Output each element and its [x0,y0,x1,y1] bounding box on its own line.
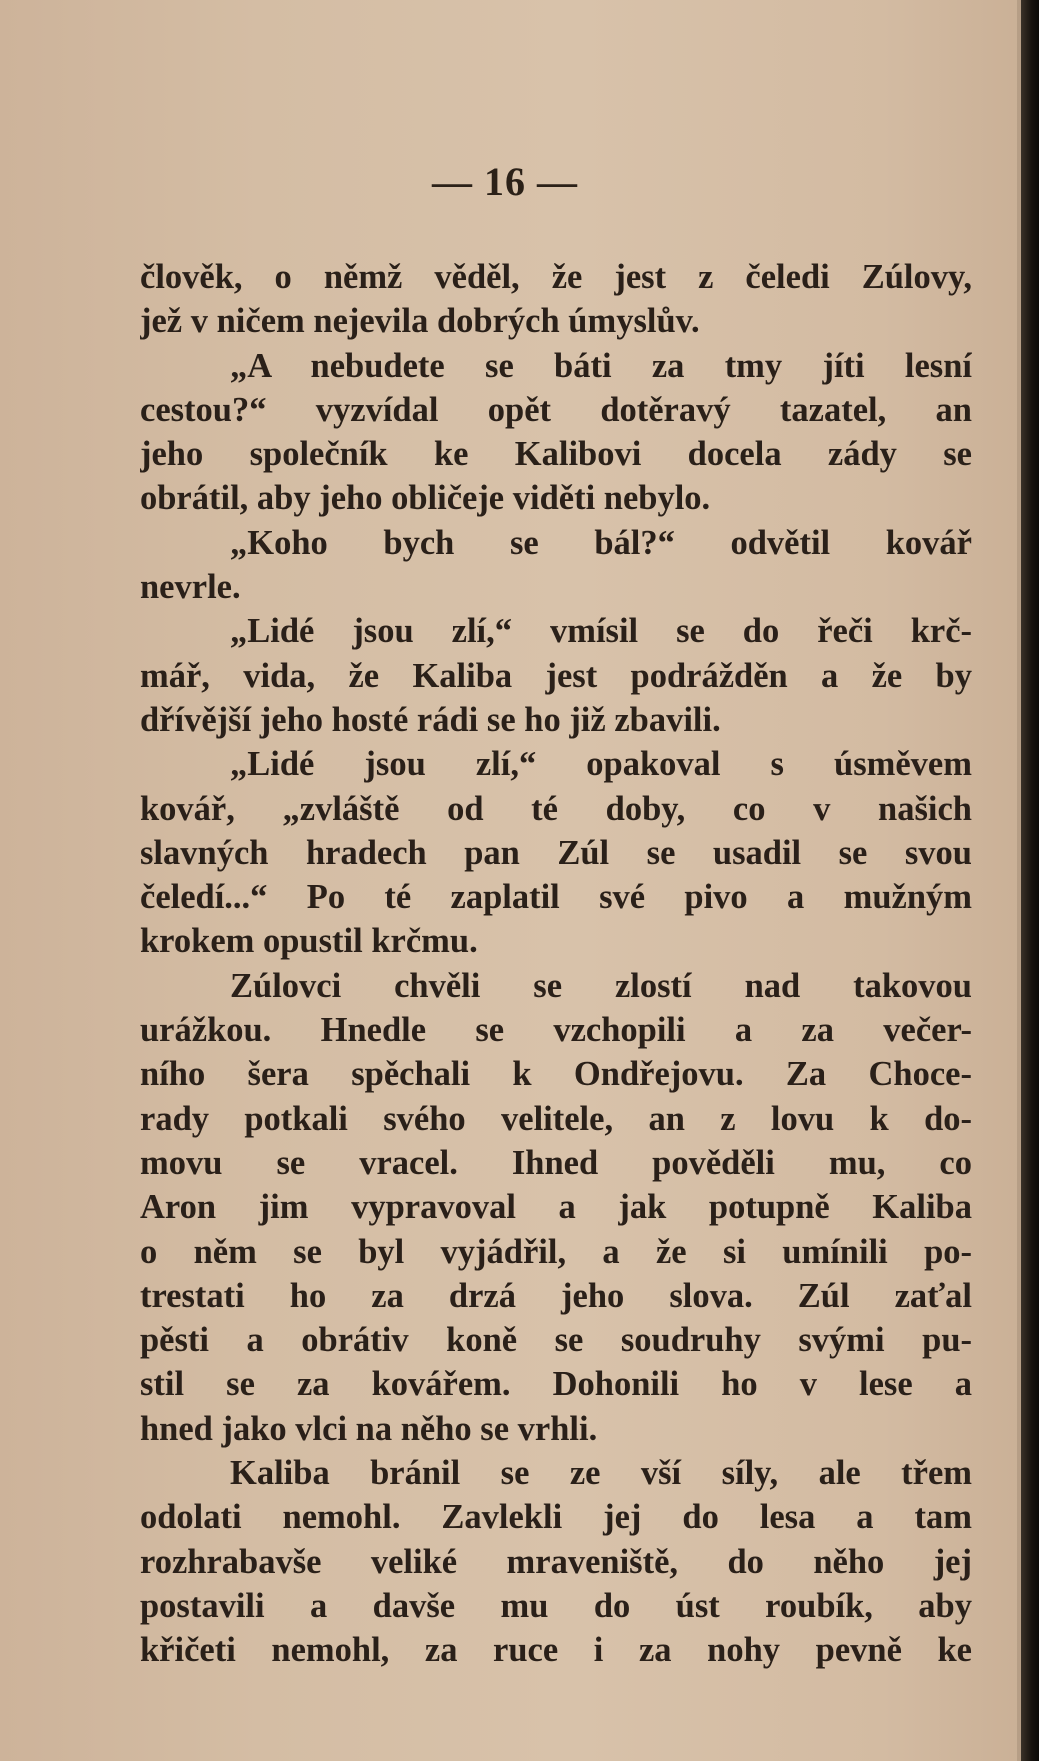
text-line: hned jako vlci na něho se vrhli. [140,1409,598,1448]
text-line: „A nebudete se báti za tmy jíti lesní [230,346,972,385]
text-line: krokem opustil krčmu. [140,922,478,961]
text-line: nevrle. [140,568,241,607]
text-line: urážkou. Hnedle se vzchopili a za večer- [140,1011,972,1050]
text-line: odolati nemohl. Zavlekli jej do lesa a tam [140,1498,972,1537]
text-line: křičeti nemohl, za ruce i za nohy pevně ke [140,1631,972,1670]
text-line: dřívější jeho hosté rádi se ho již zbavili. [140,700,721,739]
text-line: kovář, „zvláště od té doby, co v našich [140,789,972,828]
text-line: jež v ničem nejevila dobrých úmyslův. [140,302,700,341]
text-line: rozhrabavše veliké mraveniště, do něho jej [140,1542,972,1581]
text-line: Kaliba bránil se ze vší síly, ale třem [230,1454,972,1493]
text-line: čeledí...“ Po té zaplatil své pivo a mužným [140,878,972,917]
text-line: o něm se byl vyjádřil, a že si umínili po- [140,1232,972,1271]
text-line: ního šera spěchali k Ondřejovu. Za Choce- [140,1055,972,1094]
text-line: Zúlovci chvěli se zlostí nad takovou [230,966,972,1005]
text-line: trestati ho za drzá jeho slova. Zúl zaťal [140,1276,972,1315]
text-line: Aron jim vypravoval a jak potupně Kaliba [140,1188,972,1227]
text-line: postavili a davše mu do úst roubík, aby [140,1586,972,1625]
text-line: jeho společník ke Kalibovi docela zády se [140,435,972,474]
text-line: stil se za kovářem. Dohonili ho v lese a [140,1365,972,1404]
text-line: movu se vracel. Ihned pověděli mu, co [140,1143,972,1182]
body-text [140,255,972,1673]
text-line: „Koho bych se bál?“ odvětil kovář [230,523,972,562]
text-line: mář, vida, že Kaliba jest podrážděn a že by [140,656,972,695]
text-line: slavných hradech pan Zúl se usadil se svou [140,833,972,872]
book-spine-shadow [1021,0,1039,1761]
page-number: — 16 — [432,159,578,204]
text-line: obrátil, aby jeho obličeje viděti nebylo. [140,479,711,518]
text-line: člověk, o němž věděl, že jest z čeledi Zúlovy, [140,258,972,296]
text-line: pěsti a obrátiv koně se soudruhy svými pu- [140,1321,972,1360]
text-line: cestou?“ vyzvídal opět dotěravý tazatel, an [140,390,972,429]
text-line: „Lidé jsou zlí,“ vmísil se do řeči krč- [230,612,972,651]
text-line: „Lidé jsou zlí,“ opakoval s úsměvem [230,745,972,784]
text-line: rady potkali svého velitele, an z lovu k do- [140,1099,972,1138]
